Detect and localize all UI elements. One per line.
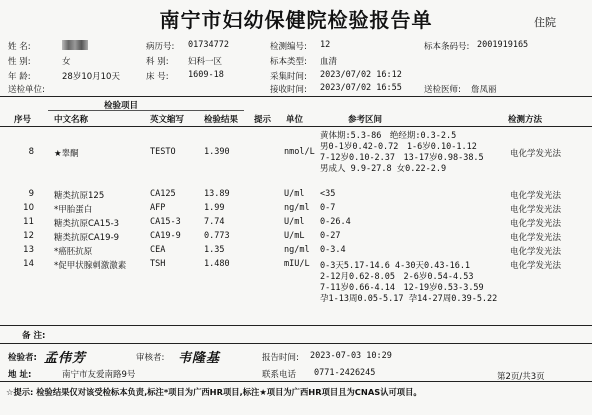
name-value — [62, 40, 88, 51]
sender-label: 送检单位: — [8, 85, 45, 95]
header-bottom-rule — [0, 126, 592, 127]
report-time-value: 2023-07-03 10:29 — [310, 351, 392, 361]
row-ref-range: 孕1-13周0.05-5.17 孕14-27周0.39-5.22 — [320, 294, 498, 304]
row-seq: 13 — [23, 245, 34, 255]
tester-signature: 孟伟芳 — [44, 351, 87, 366]
row-unit: U/ml — [284, 217, 305, 227]
row-cn-name: *癌胚抗原 — [54, 247, 93, 257]
reviewer-label: 审核者: — [136, 353, 165, 363]
notice-text: ☆提示: 检验结果仅对该受检标本负责,标注*项目为广西HR项目,标注★项目为广西HR项目且为CNAS认可项目。 — [6, 387, 422, 397]
row-en-abbr: TESTO — [150, 147, 176, 157]
name-label: 姓 名: — [8, 42, 31, 52]
row-en-abbr: CA125 — [150, 189, 176, 199]
row-ref-range: 0-27 — [320, 231, 341, 241]
address-value: 南宁市友爱南路9号 — [62, 370, 136, 380]
address-label: 地 址: — [8, 370, 32, 380]
remark-rule — [0, 343, 592, 344]
collect-value: 2023/07/02 16:12 — [320, 70, 402, 80]
row-seq: 10 — [23, 203, 34, 213]
tester-label: 检验者: — [8, 353, 37, 363]
group-header-rule — [48, 110, 244, 111]
row-cn-name: *甲胎蛋白 — [54, 205, 93, 215]
row-method: 电化学发光法 — [510, 219, 562, 229]
dept-value: 妇科一区 — [188, 57, 223, 67]
header-result: 检验结果 — [204, 115, 239, 125]
row-unit: nmol/L — [284, 147, 315, 157]
row-seq: 9 — [28, 189, 34, 199]
row-method: 电化学发光法 — [510, 191, 562, 201]
row-method: 电化学发光法 — [510, 149, 562, 159]
row-result: 1.480 — [204, 259, 230, 269]
redacted-name-icon — [62, 40, 88, 50]
collect-label: 采集时间: — [270, 72, 307, 82]
row-unit: U/ml — [284, 189, 305, 199]
row-en-abbr: CA15-3 — [150, 217, 181, 227]
table-bottom-rule — [0, 325, 592, 326]
row-cn-name: ★睾酮 — [54, 149, 79, 159]
age-label: 年 龄: — [8, 72, 31, 82]
reviewer-signature: 韦隆基 — [178, 351, 221, 366]
sample-type-value: 血清 — [320, 57, 338, 67]
row-ref-range: <35 — [320, 189, 336, 199]
table-row — [0, 245, 592, 259]
report-title: 南宁市妇幼保健院检验报告单 — [159, 8, 433, 32]
row-method: 电化学发光法 — [510, 261, 562, 271]
receive-label: 接收时间: — [270, 85, 307, 95]
row-result: 1.99 — [204, 203, 225, 213]
row-seq: 14 — [23, 259, 34, 269]
doctor-value: 詹凤丽 — [471, 85, 497, 95]
remark-label: 备 注: — [22, 331, 46, 341]
table-top-rule — [0, 96, 592, 97]
table-group-header: 检验项目 — [104, 101, 139, 111]
row-en-abbr: CEA — [150, 245, 166, 255]
row-seq: 11 — [23, 217, 34, 227]
row-cn-name: 糖类抗原125 — [54, 191, 105, 201]
row-result: 1.35 — [204, 245, 225, 255]
record-value: 01734772 — [188, 40, 229, 50]
row-method: 电化学发光法 — [510, 247, 562, 257]
age-value: 28岁10月10天 — [62, 72, 120, 82]
table-row — [0, 203, 592, 217]
record-label: 病历号: — [146, 42, 175, 52]
header-cn-name: 中文名称 — [54, 115, 89, 125]
row-ref-range: 2-12月0.62-8.05 2-6岁0.54-4.53 — [320, 272, 474, 282]
bed-value: 1609-18 — [188, 70, 224, 80]
row-result: 1.390 — [204, 147, 230, 157]
row-en-abbr: CA19-9 — [150, 231, 181, 241]
dept-label: 科 别: — [146, 57, 169, 67]
header-en-abbr: 英文缩写 — [150, 115, 185, 125]
row-result: 7.74 — [204, 217, 225, 227]
sample-type-label: 标本类型: — [270, 57, 307, 67]
phone-label: 联系电话 — [262, 370, 297, 380]
row-ref-range: 男0-1岁0.42-0.72 1-6岁0.10-1.12 — [320, 142, 477, 152]
header-method: 检测方法 — [508, 115, 543, 125]
row-cn-name: 糖类抗原CA15-3 — [54, 219, 120, 229]
table-row — [0, 231, 592, 245]
header-seq: 序号 — [14, 115, 32, 125]
row-ref-range: 黄体期:5.3-86 绝经期:0.3-2.5 — [320, 131, 457, 141]
row-ref-range: 0-3天5.17-14.6 4-30天0.43-16.1 — [320, 261, 471, 271]
page-indicator: 第2页/共3页 — [497, 372, 545, 382]
table-row — [0, 259, 592, 304]
header-unit: 单位 — [286, 115, 304, 125]
row-unit: ng/ml — [284, 245, 310, 255]
phone-value: 0771-2426245 — [314, 368, 376, 378]
row-ref-range: 0-26.4 — [320, 217, 351, 227]
row-ref-range: 0-7 — [320, 203, 336, 213]
row-result: 0.773 — [204, 231, 230, 241]
row-ref-range: 0-3.4 — [320, 245, 346, 255]
receive-value: 2023/07/02 16:55 — [320, 83, 402, 93]
row-cn-name: 糖类抗原CA19-9 — [54, 233, 120, 243]
row-result: 13.89 — [204, 189, 230, 199]
row-ref-range: 男成人 9.9-27.8 女0.22-2.9 — [320, 164, 447, 174]
row-seq: 8 — [28, 147, 34, 157]
test-no-value: 12 — [320, 40, 331, 50]
row-en-abbr: TSH — [150, 259, 166, 269]
report-time-label: 报告时间: — [262, 353, 299, 363]
table-row — [0, 217, 592, 231]
row-unit: ng/ml — [284, 203, 310, 213]
header-hint: 提示 — [254, 115, 272, 125]
gender-value: 女 — [62, 57, 71, 67]
test-no-label: 检测编号: — [270, 42, 307, 52]
row-cn-name: *促甲状腺刺激激素 — [54, 261, 127, 271]
row-seq: 12 — [23, 231, 34, 241]
bed-label: 床 号: — [146, 72, 169, 82]
row-unit: mIU/L — [284, 259, 310, 269]
header-ref: 参考区间 — [348, 115, 383, 125]
row-ref-range: 7-12岁0.10-2.37 13-17岁0.98-38.5 — [320, 153, 484, 163]
barcode-label: 标本条码号: — [424, 42, 470, 52]
table-row — [0, 131, 592, 174]
table-row — [0, 189, 592, 203]
row-method: 电化学发光法 — [510, 233, 562, 243]
footer-rule — [0, 381, 592, 382]
report-type-tag: 住院 — [534, 16, 556, 29]
doctor-label: 送检医师: — [424, 85, 461, 95]
gender-label: 性 别: — [8, 57, 31, 67]
row-en-abbr: AFP — [150, 203, 166, 213]
row-ref-range: 7-11岁0.66-4.14 12-19岁0.53-3.59 — [320, 283, 484, 293]
row-method: 电化学发光法 — [510, 205, 562, 215]
barcode-value: 2001919165 — [477, 40, 529, 50]
row-unit: U/mL — [284, 231, 305, 241]
